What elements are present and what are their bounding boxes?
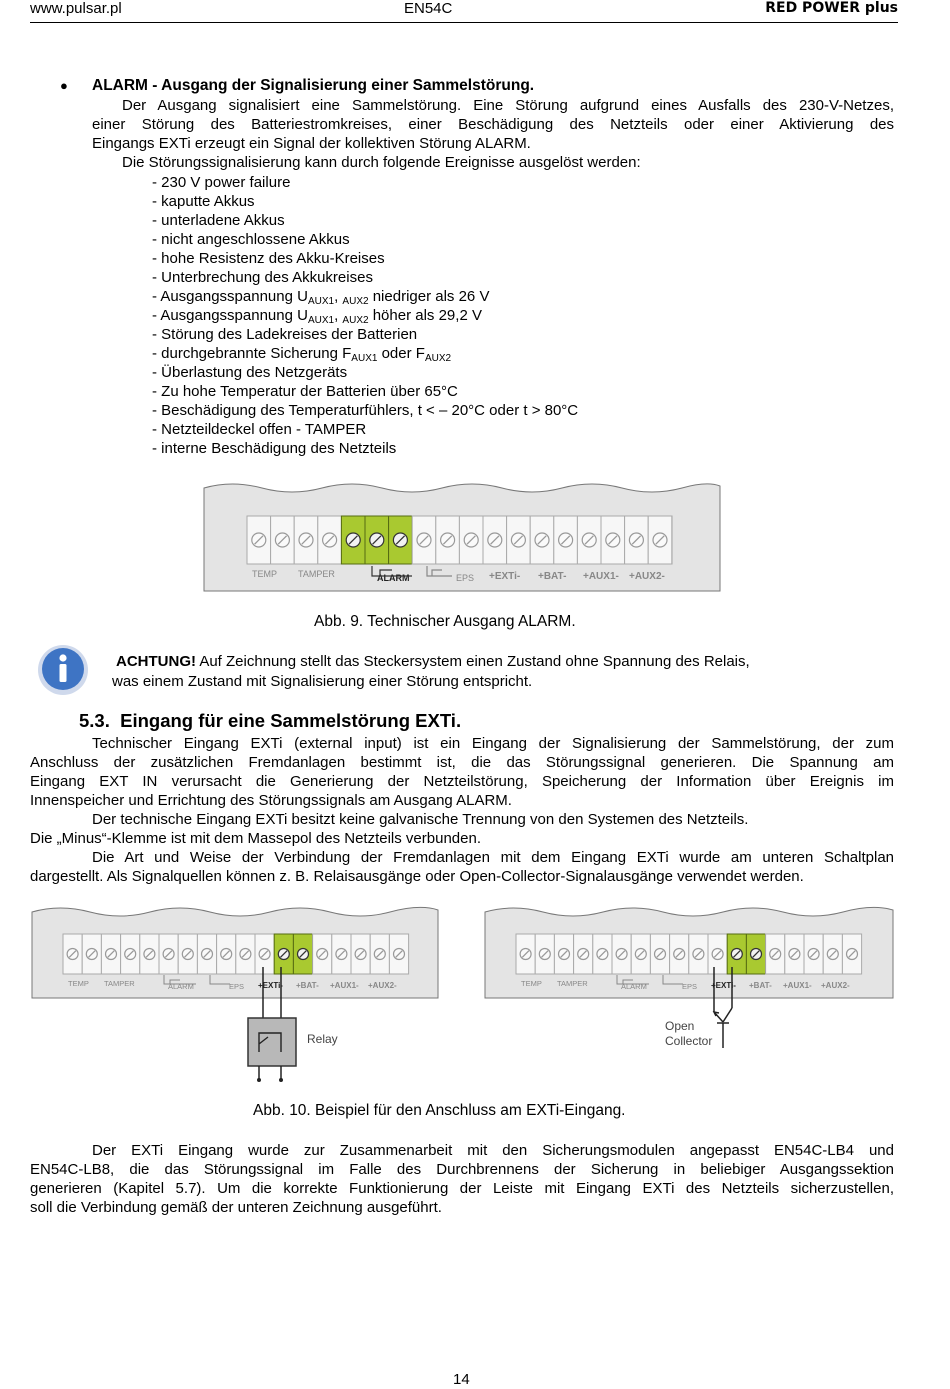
event-item-uaux-high: - Ausgangsspannung $U_{AUX1}$, $_{AUX2}$ höher als 29,2 V	[152, 307, 482, 326]
terminal-label-bat: +BAT-	[538, 571, 567, 582]
header-product: RED POWER plus	[765, 0, 898, 16]
exti-para-line: Eingang EXT IN verursacht die Generierung der Netzteilstörung, Speicherung der Information über Ereignis im	[30, 773, 894, 790]
info-icon	[36, 643, 90, 697]
final-para-line: generieren (Kapitel 5.7). Um die korrekte Funktionierung der Leiste mit Eingang EXTi des Netzteils sicherzustellen,	[30, 1180, 894, 1197]
figure-10-caption: Abb. 10. Beispiel für den Anschluss am EXTi-Eingang.	[253, 1102, 626, 1119]
exti-relay-figure	[30, 902, 440, 1082]
page-header	[30, 0, 898, 23]
note-line1: ACHTUNG! Auf Zeichnung stellt das Steckersystem einen Zustand ohne Spannung des Relais,	[116, 653, 750, 670]
figure-9-caption: Abb. 9. Technischer Ausgang ALARM.	[314, 613, 576, 630]
exti-para-line: Anschluss der zusätzlichen Fremdanlagen bestimmt ist, die das Störungssignal generieren. Die Spannung am	[30, 754, 894, 771]
final-para-line: soll die Verbindung gemäß der unteren Zeichnung ausgeführt.	[30, 1199, 442, 1216]
alarm-para2: Die Störungssignalisierung kann durch folgende Ereignisse ausgelöst werden:	[122, 154, 641, 171]
exti-para-line: Die Art und Weise der Verbindung der Fremdanlagen mit dem Eingang EXTi wurde am unteren Schaltplan	[92, 849, 894, 866]
note-line2: was einem Zustand mit Signalisierung einer Störung entspricht.	[112, 673, 533, 690]
exti-open-collector-figure	[483, 902, 895, 1067]
terminal-label-eps: EPS	[229, 982, 245, 991]
event-item: - unterladene Akkus	[152, 212, 285, 229]
terminal-label-exti: +EXTi-	[711, 981, 736, 990]
event-item: - Beschädigung des Temperaturfühlers, t < – 20°C oder t > 80°C	[152, 402, 579, 419]
final-para-line: EN54C-LB8, die das Störungssignal im Falle des Durchbrennens der Sicherung in beliebiger Ausgangssektion	[30, 1161, 894, 1178]
terminal-label-tamper: TAMPER	[298, 569, 335, 579]
terminal-label-alarm: ALARM	[377, 573, 410, 583]
terminal-label-aux2: +AUX2-	[821, 981, 850, 990]
exti-para-line: Der technische Eingang EXTi besitzt keine galvanische Trennung von den Systemen des Netzteils.	[92, 811, 749, 828]
open-collector-label-line2: Collector	[665, 1034, 713, 1048]
event-item: - nicht angeschlossene Akkus	[152, 231, 350, 248]
event-item: - interne Beschädigung des Netzteils	[152, 440, 397, 457]
terminal-label-bat: +BAT-	[749, 981, 772, 990]
terminal-block-alarm-figure	[202, 478, 722, 593]
terminal-label-temp: TEMP	[252, 569, 278, 579]
event-item-fuse: - durchgebrannte Sicherung $F_{AUX1}$ oder $F_{AUX2}$	[152, 345, 452, 364]
relay-symbol	[248, 1018, 296, 1082]
exti-para-line: Innenspeicher und Errichtung des Störungssignals am Ausgang ALARM.	[30, 792, 512, 809]
terminal-label-tamper: TAMPER	[104, 979, 135, 988]
terminal-label-exti: +EXTi-	[489, 571, 521, 582]
event-item: - kaputte Akkus	[152, 193, 255, 210]
event-item: - Zu hohe Temperatur der Batterien über 65°C	[152, 383, 458, 400]
terminal-label-eps: EPS	[682, 982, 698, 991]
event-item: - 230 V power failure	[152, 174, 291, 191]
terminal-label-bat: +BAT-	[296, 981, 319, 990]
event-item: - Störung des Ladekreises der Batterien	[152, 326, 418, 343]
terminal-label-temp: TEMP	[68, 979, 89, 988]
open-collector-label-line1: Open	[665, 1019, 695, 1033]
exti-para-line: Technischer Eingang EXTi (external input) ist ein Eingang der Signalisierung der Sammelstörung, der zum	[92, 735, 894, 752]
alarm-para1-line1: Der Ausgang signalisiert eine Sammelstörung. Eine Störung aufgrund eines Ausfalls des 230-V-Netzes,	[122, 97, 894, 114]
terminal-label-exti: +EXTi-	[258, 981, 283, 990]
header-model: EN54C	[404, 0, 453, 17]
event-item: - Unterbrechung des Akkukreises	[152, 269, 373, 286]
final-para-line: Der EXTi Eingang wurde zur Zusammenarbeit mit den Sicherungsmodulen angepasst EN54C-LB4 und	[92, 1142, 894, 1159]
bullet-icon: ●	[60, 78, 68, 93]
alarm-para1-line3: Eingangs EXTi erzeugt ein Signal der kollektiven Störung ALARM.	[92, 135, 531, 152]
event-item: - Überlastung des Netzgeräts	[152, 364, 348, 381]
event-item: - hohe Resistenz des Akku-Kreises	[152, 250, 385, 267]
relay-label: Relay	[307, 1032, 338, 1046]
header-site: www.pulsar.pl	[30, 0, 122, 17]
terminal-label-aux2: +AUX2-	[629, 571, 665, 582]
terminal-label-eps: EPS	[456, 573, 475, 583]
terminal-label-tamper: TAMPER	[557, 979, 588, 988]
terminal-label-temp: TEMP	[521, 979, 542, 988]
terminal-label-aux1: +AUX1-	[330, 981, 359, 990]
terminal-label-aux1: +AUX1-	[583, 571, 619, 582]
exti-para-line: dargestellt. Als Signalquellen können z. B. Relaisausgänge oder Open-Collector-Signalausgänge verwendet werden.	[30, 868, 804, 885]
event-item-uaux-low: - Ausgangsspannung $U_{AUX1}$, $_{AUX2}$ niedriger als 26 V	[152, 288, 490, 307]
event-item: - Netzteildeckel offen - TAMPER	[152, 421, 367, 438]
terminal-strip	[247, 516, 672, 564]
page-number: 14	[453, 1371, 470, 1388]
alarm-para1-line2: einer Störung des Batteriestromkreises, einer Beschädigung des Netzteils oder einer Aktivierung des	[92, 116, 894, 133]
terminal-label-alarm: ALARM	[621, 982, 647, 991]
terminal-label-aux2: +AUX2-	[368, 981, 397, 990]
alarm-title: ALARM - Ausgang der Signalisierung einer Sammelstörung.	[92, 77, 535, 94]
exti-para-line: Die „Minus“-Klemme ist mit dem Massepol des Netzteils verbunden.	[30, 830, 481, 847]
terminal-label-alarm: ALARM	[168, 982, 194, 991]
terminal-label-aux1: +AUX1-	[783, 981, 812, 990]
section-heading: 5.3. Eingang für eine Sammelstörung EXTi.	[79, 710, 462, 731]
